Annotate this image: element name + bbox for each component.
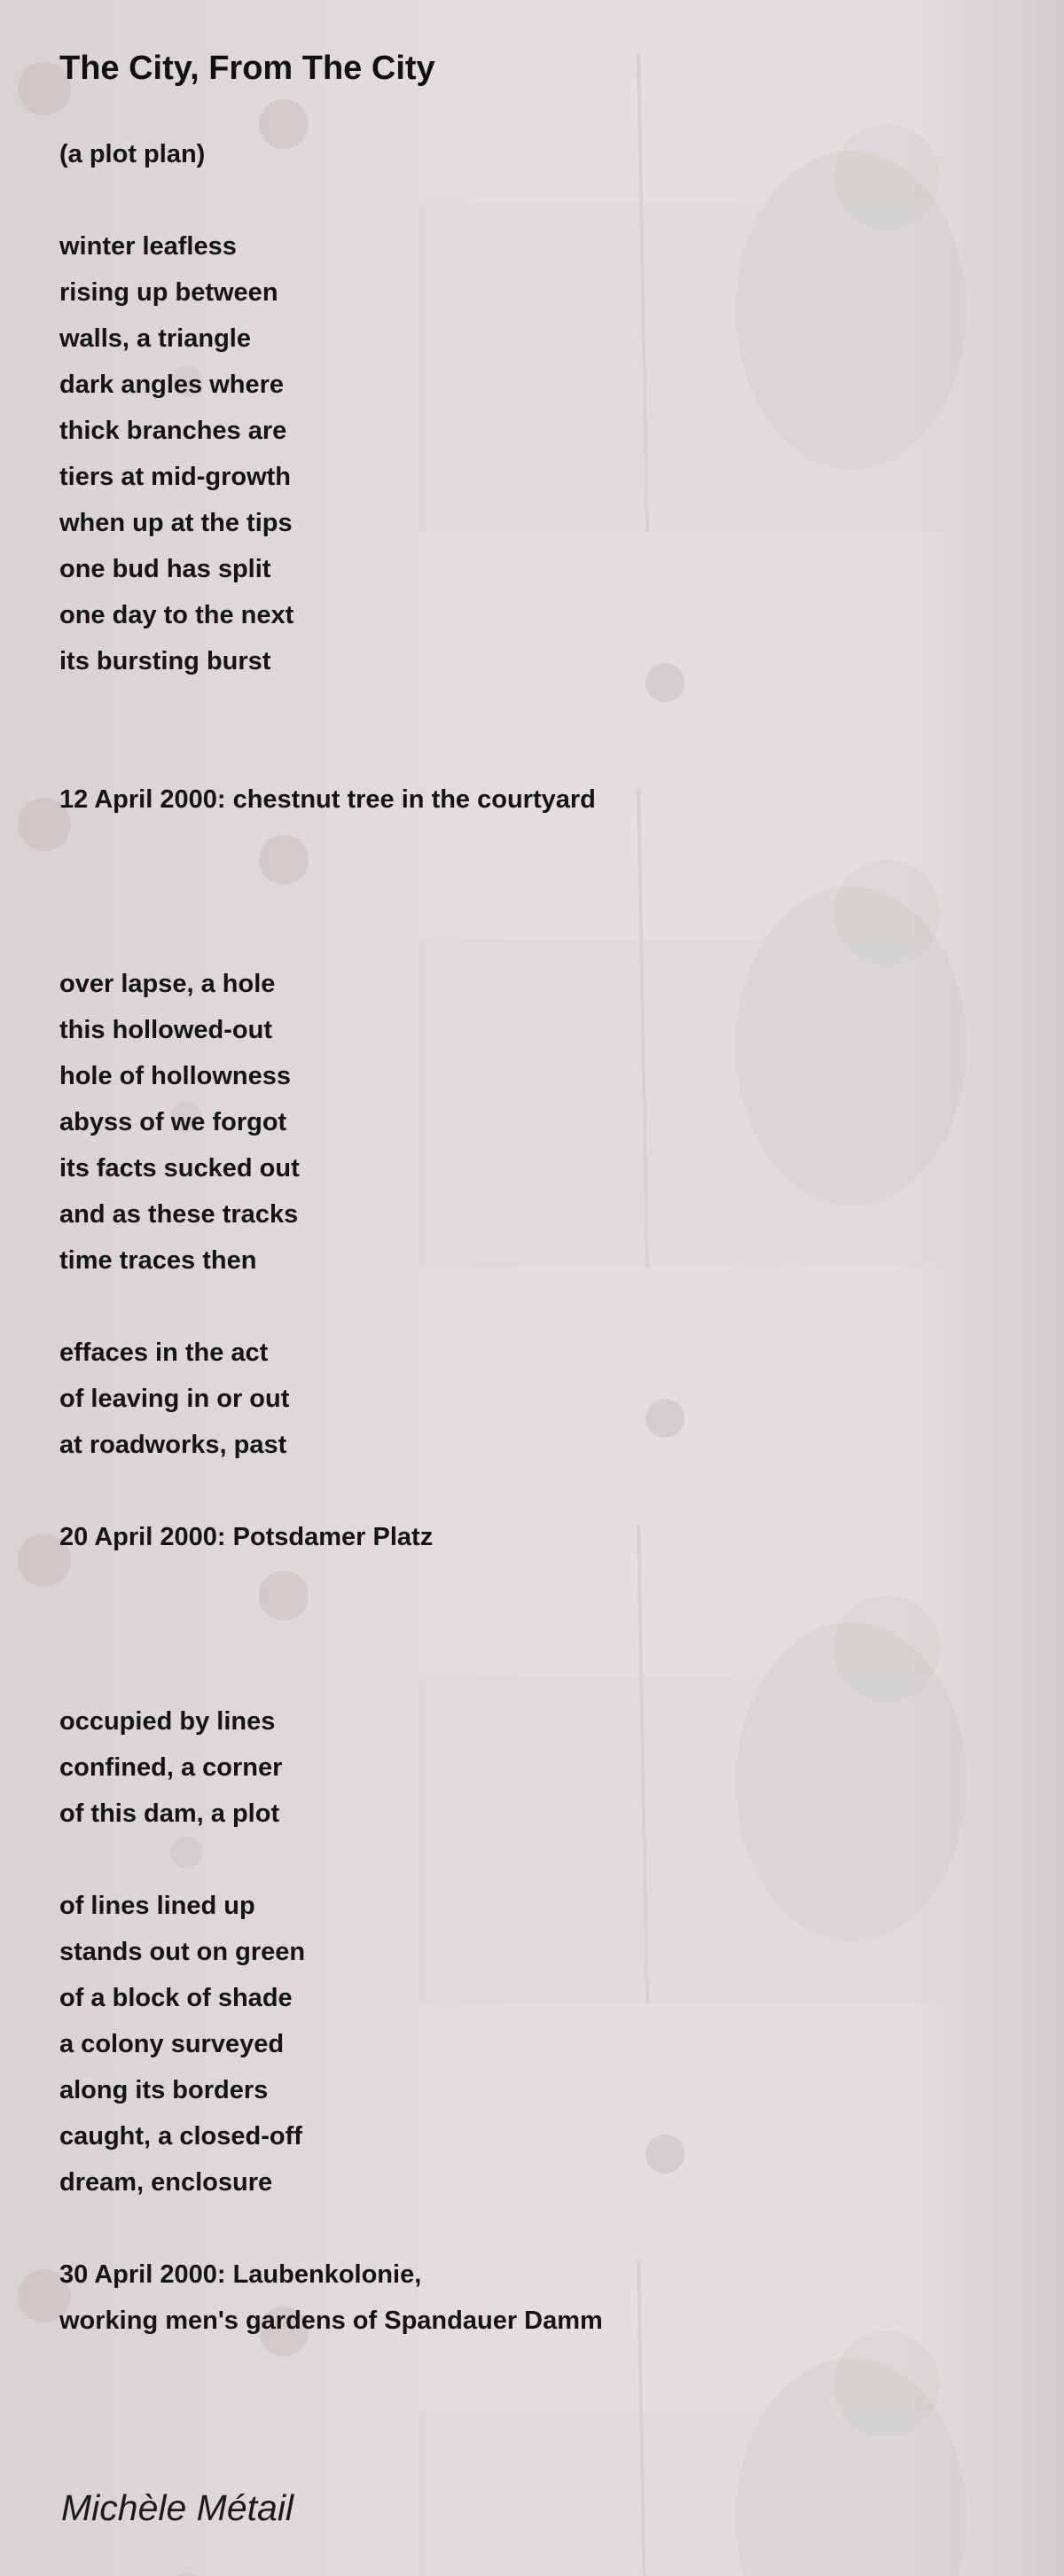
- poem-line: 12 April 2000: chestnut tree in the courtyard: [59, 785, 596, 814]
- poem-line: of lines lined up: [59, 1892, 255, 1920]
- poem-line: of this dam, a plot: [59, 1799, 280, 1828]
- poem-line: [59, 1560, 999, 1606]
- poem-line: [59, 1284, 999, 1330]
- poem-line: 20 April 2000: Potsdamer Platz: [59, 1523, 434, 1551]
- poem-line: of a block of shade: [59, 1984, 293, 2012]
- poem-author: Michèle Métail: [61, 2487, 294, 2528]
- poem-line: this hollowed-out: [59, 1016, 273, 1044]
- poem-line: hole of hollowness: [59, 1062, 292, 1090]
- poem-line: one bud has split: [59, 555, 271, 583]
- poem-line: over lapse, a hole: [59, 970, 276, 998]
- poem-line: [59, 177, 999, 223]
- poem-line: 30 April 2000: Laubenkolonie,: [59, 2260, 422, 2289]
- poem-line: rising up between: [59, 278, 278, 307]
- poem-line: [59, 869, 999, 915]
- poem-line: dark angles where: [59, 371, 285, 399]
- poem-line: (a plot plan): [59, 140, 206, 168]
- poem-line: caught, a closed-off: [59, 2122, 302, 2151]
- poem-line: tiers at mid-growth: [59, 463, 292, 491]
- poem-body: [59, 131, 999, 2344]
- poem-line: when up at the tips: [59, 509, 293, 537]
- poem-line: effaces in the act: [59, 1339, 269, 1367]
- poem-line: [59, 1837, 999, 1883]
- poem-line: of leaving in or out: [59, 1385, 290, 1413]
- poem-line: at roadworks, past: [59, 1431, 287, 1459]
- poem-line: time traces then: [59, 1246, 257, 1275]
- poem-line: and as these tracks: [59, 1200, 299, 1229]
- poem-line: one day to the next: [59, 601, 294, 629]
- poem-line: [59, 1652, 999, 1698]
- poem-line: occupied by lines: [59, 1707, 276, 1736]
- poem-line: stands out on green: [59, 1938, 306, 1966]
- poem-line: its bursting burst: [59, 647, 271, 675]
- poem-line: [59, 915, 999, 961]
- poem-line: confined, a corner: [59, 1753, 283, 1782]
- poem-line: [59, 1606, 999, 1652]
- poem-line: [59, 684, 999, 730]
- poem-line: [59, 730, 999, 777]
- poem-line: dream, enclosure: [59, 2168, 273, 2197]
- poem-line: [59, 823, 999, 869]
- poem-line: winter leafless: [59, 232, 237, 261]
- poem-title: The City, From The City: [59, 50, 435, 87]
- poem-line: walls, a triangle: [59, 324, 251, 353]
- poem-container: [59, 44, 999, 2335]
- poem-line: abyss of we forgot: [59, 1108, 287, 1136]
- poem-line: [59, 2205, 999, 2252]
- poem-line: its facts sucked out: [59, 1154, 300, 1183]
- poem-line: a colony surveyed: [59, 2030, 285, 2058]
- poem-line: working men's gardens of Spandauer Damm: [59, 2307, 603, 2335]
- poem-line: thick branches are: [59, 417, 287, 445]
- poem-line: [59, 1468, 999, 1514]
- poem-line: along its borders: [59, 2076, 269, 2104]
